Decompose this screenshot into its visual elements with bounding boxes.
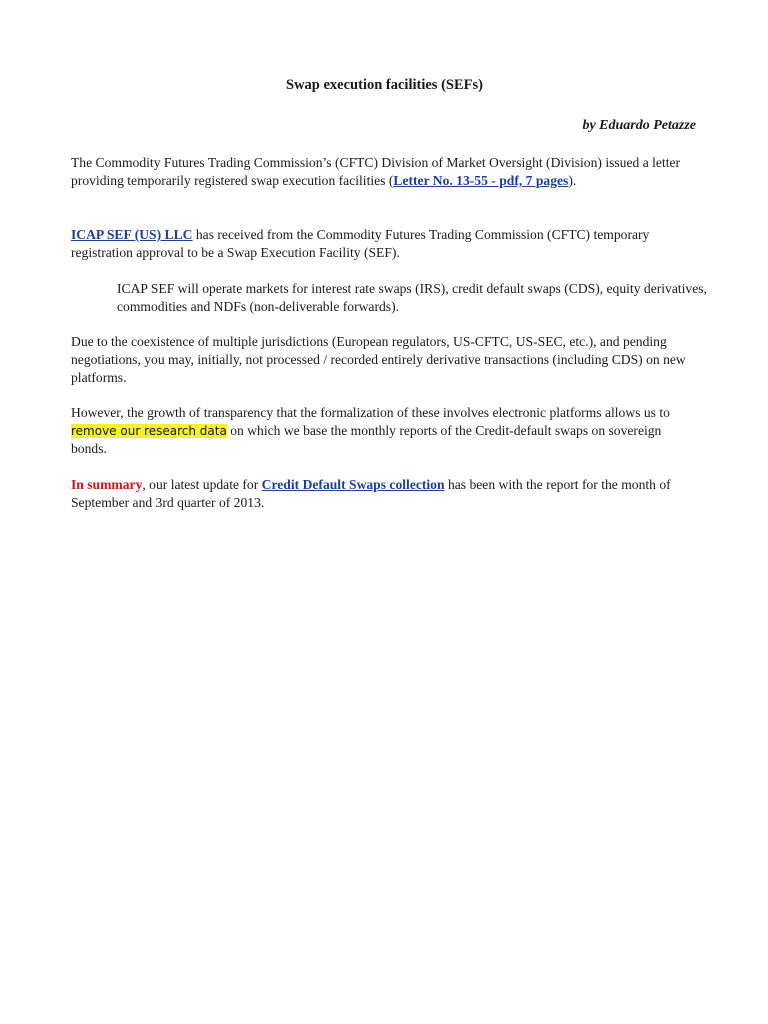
paragraph-jurisdictions: Due to the coexistence of multiple jurisdictions (European regulators, US-CFTC, US-SEC, etc.), and pending negotiations, you may, initially, not processed / recorded entirely derivative transactions (including CDS) on new platforms. (71, 334, 686, 385)
paragraph-text: The Commodity Futures Trading Commission’s (CFTC) Division of Market Oversight (Division) issued a letter providing temporarily registered swap execution facilities ( (71, 155, 681, 188)
paragraph-icap-markets: ICAP SEF will operate markets for interest rate swaps (IRS), credit default swaps (CDS), equity derivatives, commodities and NDFs (non-deliverable forwards). (117, 281, 707, 314)
highlighted-text: remove our research data (71, 424, 227, 438)
cds-collection-link[interactable]: Credit Default Swaps collection (261, 477, 445, 492)
paragraph-transparency (71, 404, 698, 458)
summary-emphasis: In summary (71, 477, 143, 492)
author-byline: by Eduardo Petazze (582, 118, 696, 133)
icap-sef-link[interactable]: ICAP SEF (US) LLC (71, 227, 193, 242)
letter-13-55-link[interactable]: Letter No. 13-55 - pdf, 7 pages (393, 173, 569, 188)
paragraph-summary (71, 476, 698, 512)
paragraph-text: on which we base the monthly reports of the Credit-default swaps on sovereign bonds. (71, 423, 662, 456)
paragraph-text: has been with the report for the month of September and 3rd quarter of 2013. (71, 477, 671, 510)
paragraph-text: has received from the Commodity Futures Trading Commission (CFTC) temporary registration approval to be a Swap Execution Facility (SEF). (71, 227, 650, 260)
paragraph-icap-sef (71, 226, 698, 262)
paragraph-cftc-letter (71, 154, 698, 190)
page-title: Swap execution facilities (SEFs) (286, 77, 483, 93)
paragraph-text: However, the growth of transparency that the formalization of these involves electronic platforms allows us to (71, 405, 670, 420)
paragraph-text: ). (568, 173, 577, 188)
paragraph-text: , our latest update for (142, 477, 262, 492)
